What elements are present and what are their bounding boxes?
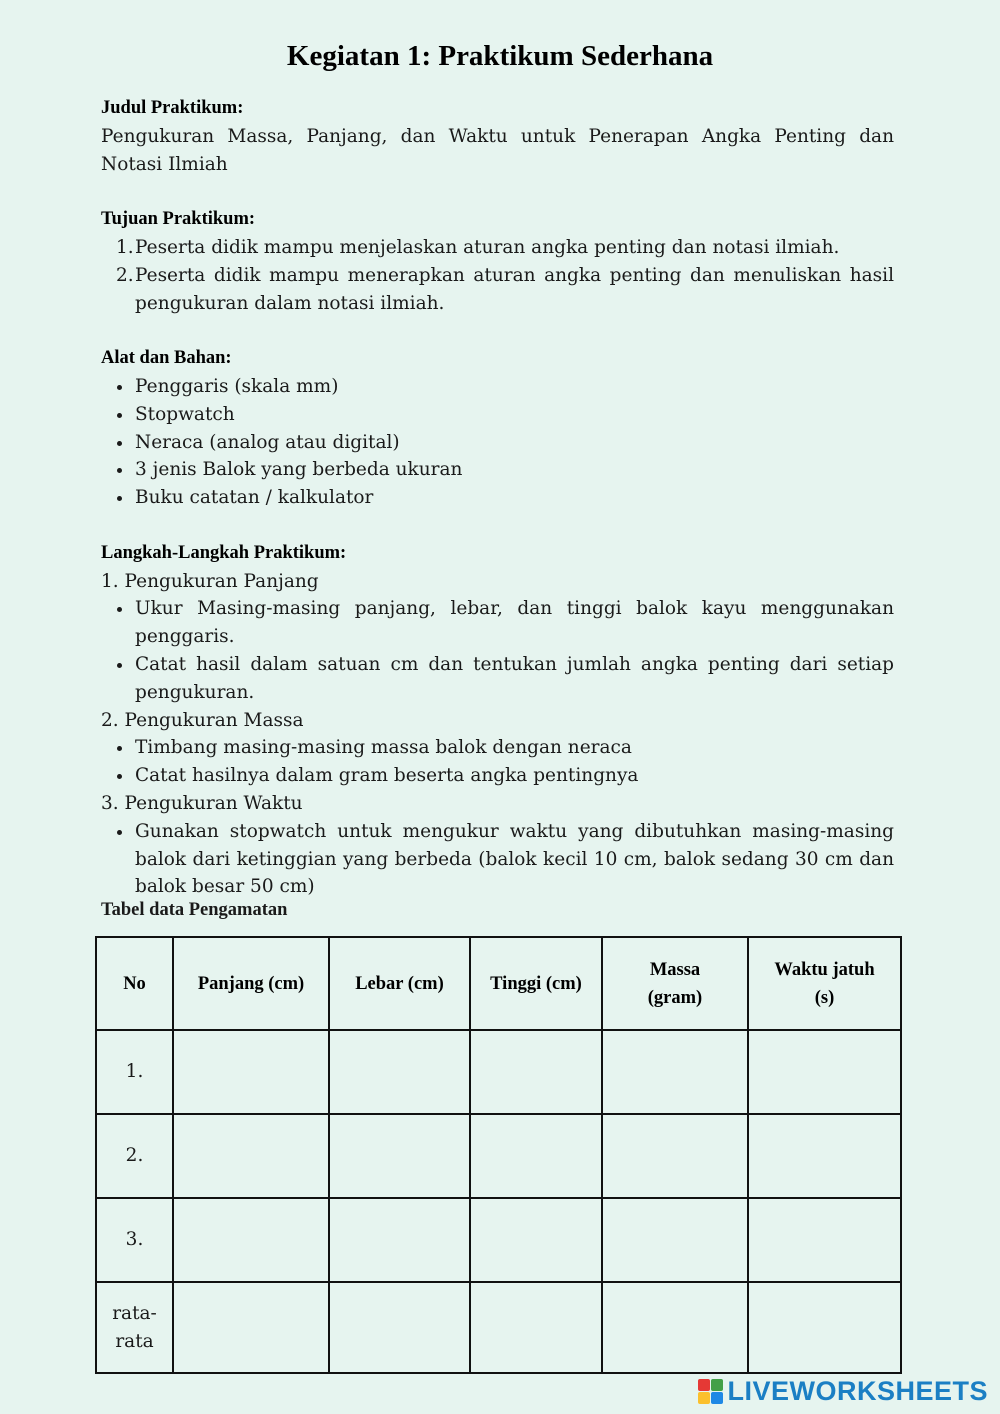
table-row: [96, 1030, 901, 1114]
langkah-list: [101, 818, 894, 901]
page-title: Kegiatan 1: Praktikum Sederhana: [286, 40, 714, 72]
cell-waktu[interactable]: [748, 1198, 901, 1282]
langkah-item: Timbang masing-masing massa balok dengan neraca: [101, 734, 894, 762]
cell-massa[interactable]: [602, 1282, 748, 1373]
tujuan-item: 1. Peserta didik mampu menjelaskan aturan angka penting dan notasi ilmiah.: [116, 236, 840, 258]
worksheet-content: [101, 95, 894, 901]
langkah-section-title: 3. Pengukuran Waktu: [101, 792, 303, 814]
langkah-item: Catat hasil dalam satuan cm dan tentukan jumlah angka penting dari setiap pengukuran.: [101, 651, 894, 707]
langkah-heading: Langkah-Langkah Praktikum:: [101, 542, 347, 563]
alat-list: [101, 373, 894, 512]
liveworksheets-watermark: [698, 1376, 988, 1406]
logo-square: [698, 1392, 710, 1404]
header-panjang: Panjang (cm): [173, 937, 329, 1030]
cell-lebar[interactable]: [329, 1282, 470, 1373]
langkah-item: Ukur Masing-masing panjang, lebar, dan tinggi balok kayu menggunakan penggaris.: [101, 595, 894, 651]
tujuan-list: [101, 234, 894, 317]
langkah-item: Gunakan stopwatch untuk mengukur waktu yang dibutuhkan masing-masing balok dari ketinggian yang berbeda (balok kecil 10 cm, balok sedang 30 cm dan balok besar 50 cm): [101, 818, 894, 901]
row-number: 2.: [96, 1114, 173, 1198]
tujuan-heading: Tujuan Praktikum:: [101, 209, 256, 230]
cell-panjang[interactable]: [173, 1114, 329, 1198]
langkah-section-title: 1. Pengukuran Panjang: [101, 570, 319, 592]
cell-tinggi[interactable]: [470, 1282, 602, 1373]
cell-tinggi[interactable]: [470, 1198, 602, 1282]
logo-square: [711, 1379, 723, 1391]
langkah-section-title: 2. Pengukuran Massa: [101, 709, 304, 731]
langkah-list: [101, 595, 894, 706]
alat-item: Penggaris (skala mm): [101, 373, 894, 401]
cell-waktu[interactable]: [748, 1282, 901, 1373]
header-massa: Massa (gram): [602, 937, 748, 1030]
alat-item: Buku catatan / kalkulator: [101, 484, 894, 512]
cell-waktu[interactable]: [748, 1114, 901, 1198]
cell-lebar[interactable]: [329, 1114, 470, 1198]
header-no: No: [96, 937, 173, 1030]
liveworksheets-logo-icon: [698, 1379, 723, 1404]
alat-item: 3 jenis Balok yang berbeda ukuran: [101, 456, 894, 484]
judul-heading: Judul Praktikum:: [101, 98, 244, 118]
cell-panjang[interactable]: [173, 1282, 329, 1373]
header-waktu: Waktu jatuh (s): [748, 937, 901, 1030]
table-row: [96, 1198, 901, 1282]
cell-massa[interactable]: [602, 1030, 748, 1114]
table-row: [96, 1114, 901, 1198]
alat-item: Neraca (analog atau digital): [101, 429, 894, 457]
cell-lebar[interactable]: [329, 1030, 470, 1114]
table-row-average: [96, 1282, 901, 1373]
cell-waktu[interactable]: [748, 1030, 901, 1114]
row-number: 3.: [96, 1198, 173, 1282]
header-tinggi: Tinggi (cm): [470, 937, 602, 1030]
logo-square: [698, 1379, 710, 1391]
row-number: 1.: [96, 1030, 173, 1114]
alat-heading: Alat dan Bahan:: [101, 348, 232, 369]
cell-tinggi[interactable]: [470, 1030, 602, 1114]
langkah-list: [101, 734, 894, 790]
langkah-item: Catat hasilnya dalam gram beserta angka pentingnya: [101, 762, 894, 790]
logo-square: [711, 1392, 723, 1404]
watermark-text: LIVEWORKSHEETS: [727, 1375, 988, 1406]
table-header-row: [96, 937, 901, 1030]
cell-massa[interactable]: [602, 1114, 748, 1198]
tujuan-item: 2. Peserta didik mampu menerapkan aturan angka penting dan menuliskan hasil pengukuran dalam notasi ilmiah.: [116, 264, 894, 314]
cell-panjang[interactable]: [173, 1030, 329, 1114]
header-lebar: Lebar (cm): [329, 937, 470, 1030]
cell-massa[interactable]: [602, 1198, 748, 1282]
cell-panjang[interactable]: [173, 1198, 329, 1282]
row-label-average: rata- rata: [96, 1282, 173, 1373]
table-title: Tabel data Pengamatan: [101, 900, 288, 920]
judul-text: Pengukuran Massa, Panjang, dan Waktu untuk Penerapan Angka Penting dan Notasi Ilmiah: [101, 125, 894, 175]
observation-table: [95, 936, 902, 1374]
cell-lebar[interactable]: [329, 1198, 470, 1282]
alat-item: Stopwatch: [101, 401, 894, 429]
cell-tinggi[interactable]: [470, 1114, 602, 1198]
